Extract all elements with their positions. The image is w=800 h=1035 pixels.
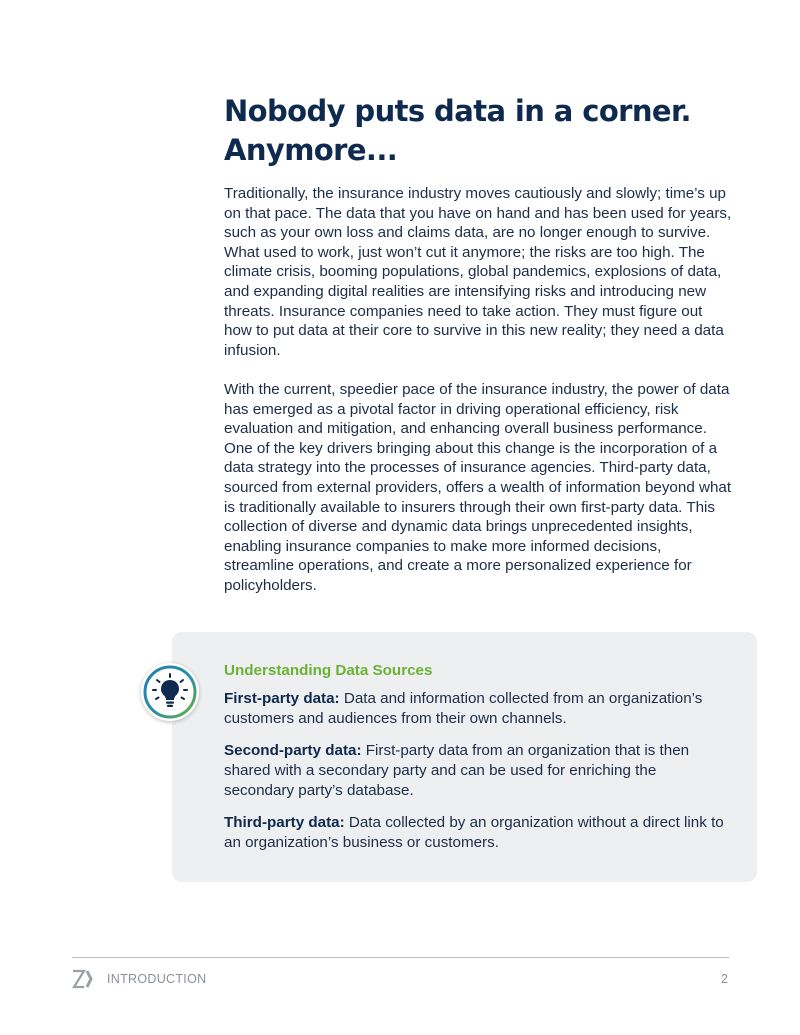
page-title bbox=[224, 92, 744, 170]
intro-paragraph-2: With the current, speedier pace of the insurance industry, the power of data has emerged as a pivotal factor in driving operational efficiency, risk evaluation and mitigation, and enhancing overall business performance. One of the key drivers bringing about this change is the incorporation of a data strategy into the processes of insurance agencies. Third-party data, sourced from external providers, offers a wealth of information beyond what is traditionally available to insurers through their own first-party data. This collection of diverse and dynamic data brings unprecedented insights, enabling insurance companies to make more informed decisions, streamline operations, and create a more personalized experience for policyholders. bbox=[224, 381, 732, 594]
page-number: 2 bbox=[721, 972, 728, 986]
definition-text: Data collected by an organization without a direct link to an organization’s business or customers. bbox=[224, 814, 724, 851]
zywave-logo-icon bbox=[72, 968, 96, 990]
footer-divider bbox=[72, 957, 729, 958]
page-title-line-1: Nobody puts data in a corner. bbox=[224, 94, 691, 128]
lightbulb-icon bbox=[141, 663, 199, 721]
intro-paragraph-1: Traditionally, the insurance industry moves cautiously and slowly; time’s up on that pace. The data that you have on hand and has been used for years, such as your own loss and claims data, are no longer enough to survive. What used to work, just won’t cut it anymore; the risks are too high. The climate crisis, booming populations, global pandemics, explosions of data, and expanding digital realities are intensifying risks and introducing new threats. Insurance companies need to take action. They must figure out how to put data at their core to survive in this new reality; they need a data infusion. bbox=[224, 185, 732, 359]
definition-second-party bbox=[224, 741, 729, 801]
definition-first-party bbox=[224, 689, 729, 729]
callout-heading: Understanding Data Sources bbox=[224, 662, 433, 679]
footer-section-label: INTRODUCTION bbox=[107, 972, 207, 986]
definition-text: Data and information collected from an organization’s customers and audiences from their own channels. bbox=[224, 690, 703, 727]
definition-term: First-party data: bbox=[224, 690, 340, 707]
page-title-line-2: Anymore... bbox=[224, 133, 398, 167]
definition-third-party bbox=[224, 813, 729, 853]
definition-term: Third-party data: bbox=[224, 814, 345, 831]
definition-text: First-party data from an organization that is then shared with a secondary party and can be used for enriching the secondary party’s database. bbox=[224, 742, 690, 799]
definition-term: Second-party data: bbox=[224, 742, 362, 759]
